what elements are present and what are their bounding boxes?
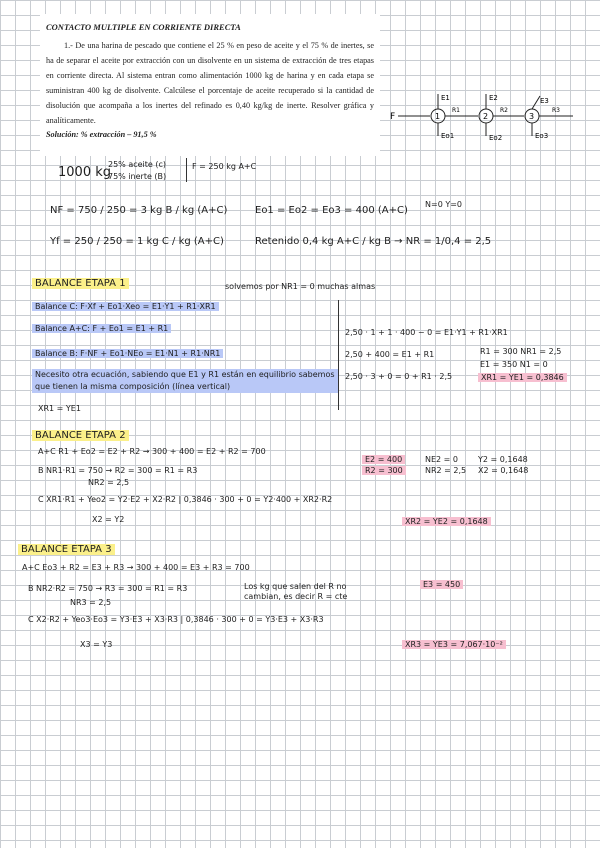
- feed-split-a: 25% aceite (c): [108, 160, 167, 169]
- stage2-tag-e: E2 = 400: [362, 455, 405, 464]
- stage3-c: C X2·R2 + Yeo3·Eo3 = Y3·E3 + X3·R3 | 0,3846 · 300 + 0 = Y3·E3 + X3·R3: [28, 615, 324, 624]
- solvent-2: Eo2: [489, 134, 503, 142]
- eq-r2: 2,50 + 400 = E1 + R1: [345, 350, 435, 359]
- xr1-equals-ye1: XR1 = YE1: [38, 404, 81, 413]
- result-e1: E1 = 350 N1 = 0: [480, 360, 548, 369]
- stage-2: 2: [483, 112, 489, 121]
- stage1-hint: solvemos por NR1 = 0 muchas almas: [225, 282, 376, 291]
- stage2-title: BALANCE ETAPA 2: [32, 430, 129, 441]
- stage2-tag-nr: NR2 = 2,5: [425, 466, 467, 475]
- stage3-note: Los kg que salen del R no cambian, es decir R = cte: [244, 582, 348, 601]
- stage2-eq: X2 = Y2: [92, 515, 125, 524]
- stage2-b: B NR1·R1 = 750 → R2 = 300 = R1 = R3: [38, 466, 198, 475]
- raffinate-1: R1: [452, 107, 460, 114]
- extract-3: E3: [540, 97, 549, 105]
- retained-equation: Retenido 0,4 kg A+C / kg B → NR = 1/0,4 = 2,5: [255, 236, 492, 247]
- divider-stage1: [338, 300, 339, 410]
- feed-split-b: 75% inerte (B): [108, 172, 167, 181]
- yf-equation: Yf = 250 / 250 = 1 kg C / kg (A+C): [50, 236, 224, 247]
- eq-r1: 2,50 · 1 + 1 · 400 − 0 = E1·Y1 + R1·XR1: [345, 328, 508, 337]
- solvent-3: Eo3: [535, 132, 549, 140]
- process-diagram: [388, 88, 588, 148]
- stage-1: 1: [435, 112, 441, 121]
- stage3-title: BALANCE ETAPA 3: [18, 544, 115, 555]
- extract-1: E1: [441, 94, 450, 102]
- stage2-b2: NR2 = 2,5: [88, 478, 130, 487]
- raffinate-3: R3: [552, 107, 560, 114]
- feed-label: F: [390, 112, 396, 122]
- solvent-composition: N=0 Y=0: [425, 200, 462, 209]
- stage-3: 3: [529, 112, 535, 121]
- missing-equation-note: Necesito otra ecuación, sabiendo que E1 y R1 están en equilibrio sabemos que tienen la misma composición (línea vertical): [32, 369, 338, 393]
- stage2-tag-y: Y2 = 0,1648: [478, 455, 528, 464]
- balance-ac: Balance A+C: F + Eo1 = E1 + R1: [32, 324, 171, 333]
- feed-mass: 1000 kg: [58, 165, 111, 180]
- eq-r3: 2,50 · 3 + 0 = 0 + R1 · 2,5: [345, 372, 453, 381]
- stage3-eq: X3 = Y3: [80, 640, 113, 649]
- balance-c: Balance C: F·Xf + Eo1·Xeo = E1·Y1 + R1·XR1: [32, 302, 219, 311]
- problem-statement: [40, 14, 380, 156]
- stage3-b2: NR3 = 2,5: [70, 598, 112, 607]
- stage2-tag-r: R2 = 300: [362, 466, 406, 475]
- stage2-result: XR2 = YE2 = 0,1648: [402, 517, 491, 526]
- problem-solution: Solución: % extracción – 91,5 %: [46, 130, 157, 139]
- problem-title: CONTACTO MULTIPLE EN CORRIENTE DIRECTA: [46, 22, 241, 32]
- nf-equation: NF = 750 / 250 = 3 kg B / kg (A+C): [50, 205, 228, 216]
- result-r1: R1 = 300 NR1 = 2,5: [480, 347, 562, 356]
- extract-2: E2: [489, 94, 498, 102]
- stage2-tag-ne: NE2 = 0: [425, 455, 459, 464]
- stage1-title: BALANCE ETAPA 1: [32, 278, 129, 289]
- feed-note: F = 250 kg A+C: [192, 162, 257, 171]
- balance-b: Balance B: F·NF + Eo1·NEo = E1·N1 + R1·NR1: [32, 349, 223, 358]
- stage3-ac: A+C Eo3 + R2 = E3 + R3 → 300 + 400 = E3 + R3 = 700: [22, 563, 250, 572]
- stage2-ac: A+C R1 + Eo2 = E2 + R2 → 300 + 400 = E2 + R2 = 700: [38, 447, 266, 456]
- stage3-b: B NR2·R2 = 750 → R3 = 300 = R1 = R3: [28, 584, 188, 593]
- stage3-tag: E3 = 450: [420, 580, 463, 589]
- problem-text: 1.- De una harina de pescado que contiene el 25 % en peso de aceite y el 75 % de inertes, se ha de separar el aceite por extracción con un disolvente en un sistema de extracción de tres etapas en corriente directa. Al sistema entran como alimentación 1000 kg de harina y en cada etapa se suministran 400 kg de disolvente. Calcúlese el porcentaje de aceite recuperado si la cantidad de disolución que acompaña a los inertes del refinado es 0,40 kg/kg de inerte. Resolver gráfica y analíticamente.: [46, 41, 374, 125]
- solvent-equation: Eo1 = Eo2 = Eo3 = 400 (A+C): [255, 205, 408, 216]
- stage2-tag-x: X2 = 0,1648: [478, 466, 529, 475]
- solvent-1: Eo1: [441, 132, 455, 140]
- raffinate-2: R2: [500, 107, 508, 114]
- stage3-result: XR3 = YE3 = 7,067·10⁻²: [402, 640, 506, 649]
- stage2-c: C XR1·R1 + Yeo2 = Y2·E2 + X2·R2 | 0,3846 · 300 + 0 = Y2·400 + XR2·R2: [38, 495, 333, 504]
- divider: [186, 158, 187, 182]
- result-x1: XR1 = YE1 = 0,3846: [478, 373, 567, 382]
